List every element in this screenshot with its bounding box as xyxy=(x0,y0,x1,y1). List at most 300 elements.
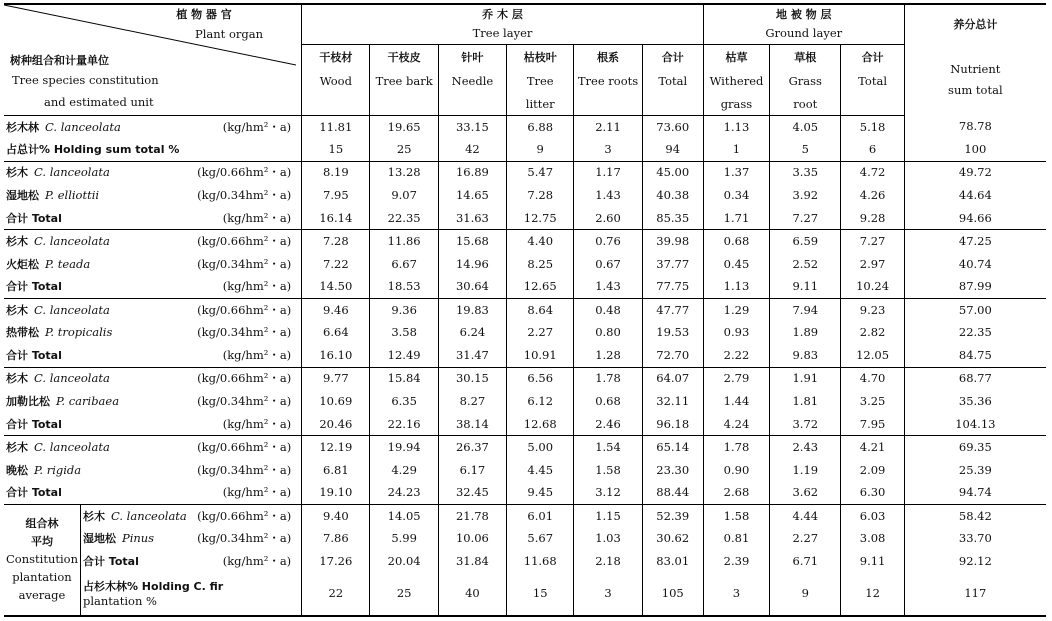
row-label-zh: 杉木 xyxy=(6,303,28,317)
row-label-zh: 杉木 xyxy=(6,235,28,249)
average-block-label xyxy=(4,505,80,616)
value-cell: 6.71 xyxy=(770,550,841,573)
value-cell: 77.75 xyxy=(642,276,703,299)
value-cell: 12.19 xyxy=(302,436,370,459)
row-species: C. lanceolata xyxy=(34,165,110,180)
value-cell: 1.81 xyxy=(770,390,841,413)
col-litter-en2: litter xyxy=(507,94,574,116)
col-litter-zh: 枯枝叶 xyxy=(507,44,574,70)
col-wood-zh: 干枝材 xyxy=(302,44,370,70)
col-roots-en: Tree roots xyxy=(574,70,642,94)
value-cell: 9.11 xyxy=(770,276,841,299)
row-species: P. elliottii xyxy=(45,188,100,203)
value-cell: 1.78 xyxy=(574,367,642,390)
value-cell: 39.98 xyxy=(642,230,703,253)
value-cell: 19.10 xyxy=(302,482,370,505)
value-cell: 7.86 xyxy=(302,528,370,551)
value-cell: 6.35 xyxy=(370,390,438,413)
value-cell: 12.49 xyxy=(370,344,438,367)
col-wood-en2 xyxy=(302,94,370,116)
row-label-zh: 合计 Total xyxy=(6,417,62,431)
row-unit: (kg/0.34hm²・a) xyxy=(197,256,292,271)
value-cell: 11.68 xyxy=(507,550,574,573)
value-cell: 96.18 xyxy=(642,413,703,436)
value-cell: 78.78 xyxy=(958,119,992,134)
organ-zh: 植 物 器 官 xyxy=(176,8,232,21)
row-unit: (kg/hm²・a) xyxy=(222,485,292,500)
value-cell: 44.64 xyxy=(958,188,992,203)
value-cell: 2.82 xyxy=(841,322,904,345)
value-cell: 94.66 xyxy=(904,207,1046,230)
row-unit: (kg/0.66hm²・a) xyxy=(197,165,292,180)
table-row xyxy=(4,573,1046,615)
value-cell: 8.64 xyxy=(507,299,574,322)
value-cell: 0.48 xyxy=(574,299,642,322)
value-cell: 18.53 xyxy=(370,276,438,299)
value-cell: 7.22 xyxy=(302,253,370,276)
value-cell: 92.12 xyxy=(958,554,992,569)
table-row xyxy=(4,505,1046,528)
value-cell: 117 xyxy=(904,573,1046,615)
value-cell: 22 xyxy=(302,573,370,615)
value-cell: 0.90 xyxy=(703,459,769,482)
row-unit: (kg/hm²・a) xyxy=(222,348,292,363)
table-row xyxy=(4,322,1046,345)
value-cell: 6.88 xyxy=(507,116,574,139)
organ-en: Plant organ xyxy=(194,27,263,41)
table-row xyxy=(4,390,1046,413)
value-cell: 15 xyxy=(302,138,370,161)
table-row xyxy=(4,367,1046,390)
row-species: P. teada xyxy=(45,256,91,271)
col-bark-en: Tree bark xyxy=(370,70,438,94)
row-unit: (kg/0.34hm²・a) xyxy=(197,325,292,340)
col-bark-zh: 干枝皮 xyxy=(370,44,438,70)
value-cell: 6 xyxy=(841,138,904,161)
value-cell: 40 xyxy=(438,573,506,615)
average-label-part: average xyxy=(18,588,66,603)
value-cell: 5 xyxy=(770,138,841,161)
value-cell: 3 xyxy=(574,138,642,161)
value-cell: 1.13 xyxy=(703,276,769,299)
value-cell: 0.67 xyxy=(574,253,642,276)
value-cell: 2.22 xyxy=(703,344,769,367)
row-unit: (kg/hm²・a) xyxy=(222,119,292,134)
table-body xyxy=(4,116,1046,616)
value-cell: 105 xyxy=(642,573,703,615)
species-en1: Tree species constitution xyxy=(12,73,159,87)
value-cell: 1.13 xyxy=(703,116,769,139)
value-cell: 15.68 xyxy=(438,230,506,253)
value-cell: 40.38 xyxy=(642,184,703,207)
table-row xyxy=(4,138,1046,161)
value-cell: 1.71 xyxy=(703,207,769,230)
row-unit: (kg/hm²・a) xyxy=(222,279,292,294)
value-cell: 1.15 xyxy=(574,505,642,528)
value-cell: 33.15 xyxy=(438,116,506,139)
value-cell: 10.69 xyxy=(302,390,370,413)
row-label-zh: 杉木 xyxy=(82,509,105,523)
row-label-zh: 杉木 xyxy=(6,166,28,180)
value-cell: 1.89 xyxy=(770,322,841,345)
value-cell: 5.47 xyxy=(507,161,574,184)
value-cell: 47.25 xyxy=(958,234,992,249)
value-cell: 8.19 xyxy=(302,161,370,184)
row-species: C. lanceolata xyxy=(34,234,110,249)
value-cell: 9.77 xyxy=(302,367,370,390)
species-en2: and estimated unit xyxy=(44,95,154,109)
value-cell: 3.92 xyxy=(770,184,841,207)
value-cell: 30.64 xyxy=(438,276,506,299)
species-zh: 树种组合和计量单位 xyxy=(10,54,109,67)
value-cell: 2.09 xyxy=(841,459,904,482)
value-cell: 2.68 xyxy=(703,482,769,505)
value-cell: 0.93 xyxy=(703,322,769,345)
value-cell: 10.91 xyxy=(507,344,574,367)
value-cell: 3.08 xyxy=(841,528,904,551)
col-needle-en2 xyxy=(438,94,506,116)
row-label-en: plantation % xyxy=(82,593,157,608)
value-cell: 1.43 xyxy=(574,276,642,299)
value-cell: 6.30 xyxy=(841,482,904,505)
row-species: P. caribaea xyxy=(56,394,120,409)
col-withered-en2: grass xyxy=(703,94,769,116)
value-cell: 5.99 xyxy=(370,528,438,551)
value-cell: 22.35 xyxy=(370,207,438,230)
value-cell: 1.43 xyxy=(574,184,642,207)
value-cell: 15 xyxy=(507,573,574,615)
value-cell: 22.35 xyxy=(958,325,992,340)
row-unit: (kg/0.66hm²・a) xyxy=(197,508,292,523)
row-unit: (kg/0.34hm²・a) xyxy=(197,394,292,409)
ground-layer-en: Ground layer xyxy=(703,24,904,44)
col-withered-zh: 枯草 xyxy=(703,44,769,70)
row-label-zh: 湿地松 xyxy=(82,532,116,546)
value-cell: 22.16 xyxy=(370,413,438,436)
value-cell: 2.27 xyxy=(507,322,574,345)
value-cell: 4.29 xyxy=(370,459,438,482)
value-cell: 3 xyxy=(574,573,642,615)
value-cell: 2.43 xyxy=(770,436,841,459)
value-cell: 9.36 xyxy=(370,299,438,322)
value-cell: 45.00 xyxy=(642,161,703,184)
value-cell: 40.74 xyxy=(958,256,992,271)
value-cell: 1.37 xyxy=(703,161,769,184)
value-cell: 1.58 xyxy=(574,459,642,482)
value-cell: 12.65 xyxy=(507,276,574,299)
value-cell: 1.28 xyxy=(574,344,642,367)
value-cell: 20.04 xyxy=(370,550,438,573)
row-label-zh: 热带松 xyxy=(6,326,39,340)
value-cell: 10.24 xyxy=(841,276,904,299)
value-cell: 6.03 xyxy=(841,505,904,528)
value-cell: 4.05 xyxy=(770,116,841,139)
row-unit: (kg/hm²・a) xyxy=(222,416,292,431)
value-cell: 20.46 xyxy=(302,413,370,436)
value-cell: 6.59 xyxy=(770,230,841,253)
col-tree-total-en: Total xyxy=(642,70,703,94)
value-cell: 9.11 xyxy=(841,550,904,573)
value-cell: 15.84 xyxy=(370,367,438,390)
value-cell: 7.95 xyxy=(302,184,370,207)
col-bark-en2 xyxy=(370,94,438,116)
value-cell: 4.44 xyxy=(770,505,841,528)
value-cell: 26.37 xyxy=(438,436,506,459)
row-species: P. tropicalis xyxy=(45,325,113,340)
value-cell: 0.76 xyxy=(574,230,642,253)
row-label-zh: 杉木 xyxy=(6,372,28,386)
table-row xyxy=(4,344,1046,367)
table-row xyxy=(4,253,1046,276)
row-label-zh: 合计 Total xyxy=(6,280,62,294)
value-cell: 21.78 xyxy=(438,505,506,528)
row-label-zh: 占杉木林% Holding C. fir xyxy=(82,579,224,593)
table-row xyxy=(4,230,1046,253)
value-cell: 3 xyxy=(703,573,769,615)
value-cell: 2.18 xyxy=(574,550,642,573)
value-cell: 0.45 xyxy=(703,253,769,276)
nutrient-en2: sum total xyxy=(948,82,1003,97)
value-cell: 2.27 xyxy=(770,528,841,551)
col-withered-en: Withered xyxy=(703,70,769,94)
value-cell: 6.01 xyxy=(507,505,574,528)
row-unit: (kg/0.34hm²・a) xyxy=(197,188,292,203)
row-unit: (kg/hm²・a) xyxy=(222,210,292,225)
value-cell: 1 xyxy=(703,138,769,161)
value-cell: 9 xyxy=(507,138,574,161)
value-cell: 0.34 xyxy=(703,184,769,207)
col-ground-total-en2 xyxy=(841,94,904,116)
nutrient-en xyxy=(904,44,1046,116)
col-roots-en2 xyxy=(574,94,642,116)
value-cell: 0.68 xyxy=(703,230,769,253)
row-label-zh: 火炬松 xyxy=(6,257,39,271)
value-cell: 4.70 xyxy=(841,367,904,390)
value-cell: 6.67 xyxy=(370,253,438,276)
value-cell: 58.42 xyxy=(958,508,992,523)
value-cell: 2.46 xyxy=(574,413,642,436)
value-cell: 1.91 xyxy=(770,367,841,390)
value-cell: 88.44 xyxy=(642,482,703,505)
value-cell: 37.77 xyxy=(642,253,703,276)
value-cell: 12.05 xyxy=(841,344,904,367)
average-label-part: plantation xyxy=(12,570,72,585)
row-label-zh: 合计 Total xyxy=(6,486,62,500)
value-cell: 24.23 xyxy=(370,482,438,505)
tree-layer-zh: 乔 木 层 xyxy=(302,4,704,24)
value-cell: 7.27 xyxy=(841,230,904,253)
value-cell: 9.28 xyxy=(841,207,904,230)
value-cell: 1.78 xyxy=(703,436,769,459)
table-row xyxy=(4,161,1046,184)
value-cell: 25 xyxy=(370,573,438,615)
average-label-part: 组合林 xyxy=(25,517,59,531)
value-cell: 32.11 xyxy=(642,390,703,413)
value-cell: 85.35 xyxy=(642,207,703,230)
value-cell: 1.58 xyxy=(703,505,769,528)
value-cell: 1.17 xyxy=(574,161,642,184)
value-cell: 6.64 xyxy=(302,322,370,345)
value-cell: 4.24 xyxy=(703,413,769,436)
value-cell: 83.01 xyxy=(642,550,703,573)
row-label-zh: 杉木林 xyxy=(6,120,39,134)
value-cell: 5.67 xyxy=(507,528,574,551)
value-cell: 104.13 xyxy=(904,413,1046,436)
row-species: C. lanceolata xyxy=(45,119,121,134)
average-label-part: 平均 xyxy=(30,535,53,549)
value-cell: 84.75 xyxy=(904,344,1046,367)
value-cell: 2.52 xyxy=(770,253,841,276)
table-row xyxy=(4,276,1046,299)
value-cell: 6.24 xyxy=(438,322,506,345)
value-cell: 16.14 xyxy=(302,207,370,230)
value-cell: 19.94 xyxy=(370,436,438,459)
col-ground-total-zh: 合计 xyxy=(841,44,904,70)
row-species: P. rigida xyxy=(34,462,82,477)
value-cell: 6.81 xyxy=(302,459,370,482)
table-row xyxy=(4,436,1046,459)
value-cell: 2.79 xyxy=(703,367,769,390)
value-cell: 47.77 xyxy=(642,299,703,322)
value-cell: 7.27 xyxy=(770,207,841,230)
value-cell: 4.72 xyxy=(841,161,904,184)
value-cell: 7.95 xyxy=(841,413,904,436)
value-cell: 10.06 xyxy=(438,528,506,551)
value-cell: 14.96 xyxy=(438,253,506,276)
value-cell: 7.94 xyxy=(770,299,841,322)
value-cell: 65.14 xyxy=(642,436,703,459)
value-cell: 35.36 xyxy=(958,394,992,409)
value-cell: 2.60 xyxy=(574,207,642,230)
value-cell: 1.44 xyxy=(703,390,769,413)
value-cell: 6.12 xyxy=(507,390,574,413)
value-cell: 14.50 xyxy=(302,276,370,299)
value-cell: 14.05 xyxy=(370,505,438,528)
nutrient-table xyxy=(4,3,1046,617)
row-label-zh: 加勒比松 xyxy=(6,395,50,409)
value-cell: 30.15 xyxy=(438,367,506,390)
value-cell: 32.45 xyxy=(438,482,506,505)
value-cell: 19.83 xyxy=(438,299,506,322)
value-cell: 30.62 xyxy=(642,528,703,551)
value-cell: 4.21 xyxy=(841,436,904,459)
value-cell: 33.70 xyxy=(958,531,992,546)
col-wood-en: Wood xyxy=(302,70,370,94)
row-label-zh: 合计 Total xyxy=(6,211,62,225)
value-cell: 73.60 xyxy=(642,116,703,139)
value-cell: 94 xyxy=(642,138,703,161)
value-cell: 94.74 xyxy=(904,482,1046,505)
row-label-zh: 湿地松 xyxy=(6,189,39,203)
table-row xyxy=(4,207,1046,230)
value-cell: 0.68 xyxy=(574,390,642,413)
value-cell: 3.58 xyxy=(370,322,438,345)
value-cell: 16.10 xyxy=(302,344,370,367)
value-cell: 1.29 xyxy=(703,299,769,322)
value-cell: 5.18 xyxy=(841,116,904,139)
value-cell: 1.19 xyxy=(770,459,841,482)
value-cell: 9.07 xyxy=(370,184,438,207)
value-cell: 9 xyxy=(770,573,841,615)
ground-layer-zh: 地 被 物 层 xyxy=(703,4,904,24)
value-cell: 14.65 xyxy=(438,184,506,207)
value-cell: 9.83 xyxy=(770,344,841,367)
table-row xyxy=(4,528,1046,551)
value-cell: 3.25 xyxy=(841,390,904,413)
value-cell: 9.23 xyxy=(841,299,904,322)
row-species: C. lanceolata xyxy=(34,302,110,317)
value-cell: 49.72 xyxy=(958,165,992,180)
value-cell: 52.39 xyxy=(642,505,703,528)
table-row xyxy=(4,550,1046,573)
value-cell: 8.27 xyxy=(438,390,506,413)
row-species: C. lanceolata xyxy=(110,508,187,523)
row-label-zh: 晚松 xyxy=(6,463,28,477)
value-cell: 2.39 xyxy=(703,550,769,573)
row-label-zh: 合计 Total xyxy=(82,555,139,569)
value-cell: 0.81 xyxy=(703,528,769,551)
value-cell: 100 xyxy=(904,138,1046,161)
value-cell: 2.11 xyxy=(574,116,642,139)
table-row xyxy=(4,459,1046,482)
value-cell: 4.26 xyxy=(841,184,904,207)
value-cell: 72.70 xyxy=(642,344,703,367)
value-cell: 12.75 xyxy=(507,207,574,230)
value-cell: 13.28 xyxy=(370,161,438,184)
value-cell: 23.30 xyxy=(642,459,703,482)
table-row xyxy=(4,299,1046,322)
value-cell: 69.35 xyxy=(958,440,992,455)
col-tree-total-zh: 合计 xyxy=(642,44,703,70)
value-cell: 3.35 xyxy=(770,161,841,184)
value-cell: 17.26 xyxy=(302,550,370,573)
row-species: Pinus xyxy=(121,531,155,546)
value-cell: 1.03 xyxy=(574,528,642,551)
row-species: C. lanceolata xyxy=(34,440,110,455)
col-needle-zh: 针叶 xyxy=(438,44,506,70)
value-cell: 11.86 xyxy=(370,230,438,253)
table-row xyxy=(4,482,1046,505)
value-cell: 6.17 xyxy=(438,459,506,482)
value-cell: 25 xyxy=(370,138,438,161)
value-cell: 1.54 xyxy=(574,436,642,459)
row-species: C. lanceolata xyxy=(34,371,110,386)
row-label-zh: 占总计% Holding sum total % xyxy=(6,143,180,157)
value-cell: 9.46 xyxy=(302,299,370,322)
col-grassroot-en2: root xyxy=(770,94,841,116)
row-unit: (kg/0.66hm²・a) xyxy=(197,440,292,455)
row-unit: (kg/0.34hm²・a) xyxy=(197,462,292,477)
value-cell: 3.12 xyxy=(574,482,642,505)
header-corner xyxy=(4,4,302,116)
value-cell: 11.81 xyxy=(302,116,370,139)
value-cell: 12.68 xyxy=(507,413,574,436)
col-litter-en: Tree xyxy=(507,70,574,94)
value-cell: 0.80 xyxy=(574,322,642,345)
table-row xyxy=(4,116,1046,139)
value-cell: 9.40 xyxy=(302,505,370,528)
value-cell: 4.40 xyxy=(507,230,574,253)
value-cell: 9.45 xyxy=(507,482,574,505)
value-cell: 31.84 xyxy=(438,550,506,573)
value-cell: 38.14 xyxy=(438,413,506,436)
col-roots-zh: 根系 xyxy=(574,44,642,70)
value-cell: 3.62 xyxy=(770,482,841,505)
value-cell: 7.28 xyxy=(302,230,370,253)
value-cell: 16.89 xyxy=(438,161,506,184)
table-row xyxy=(4,413,1046,436)
col-grassroot-zh: 草根 xyxy=(770,44,841,70)
